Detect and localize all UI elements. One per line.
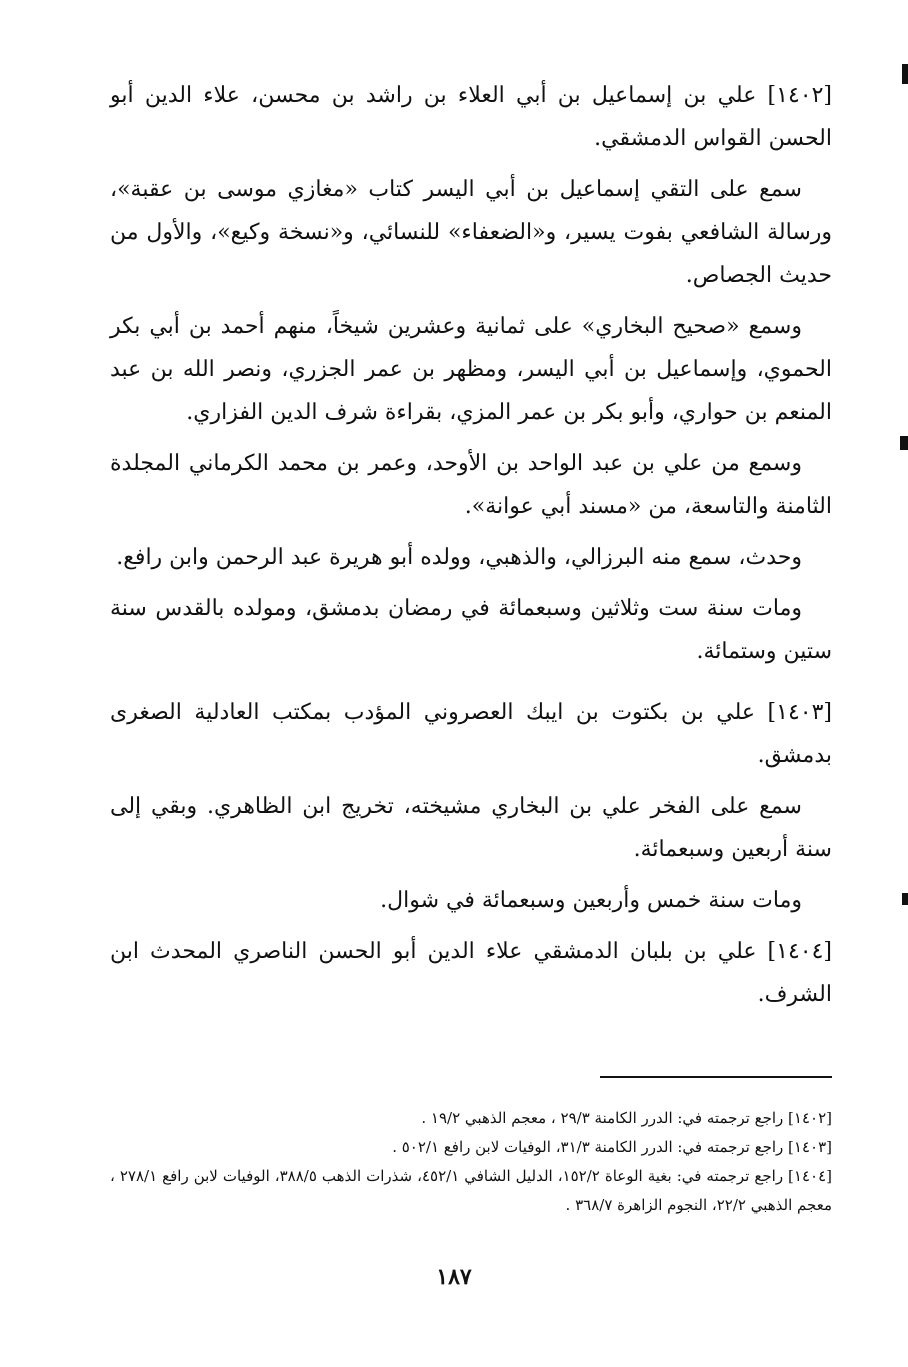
page-number: ١٨٧ [436, 1264, 472, 1290]
footnote-1403: [١٤٠٣] راجع ترجمته في: الدرر الكامنة ٣١/٣، الوفيات لابن رافع ٥٠٢/١ . [392, 1138, 832, 1156]
scan-edge-mark [902, 64, 908, 84]
footnote-separator [600, 1076, 832, 1078]
entry-heading-1404: [١٤٠٤] علي بن بلبان الدمشقي علاء الدين أبو الحسن الناصري المحدث ابن الشرف. [110, 939, 832, 1007]
paragraph: وحدث، سمع منه البرزالي، والذهبي، وولده أبو هريرة عبد الرحمن وابن رافع. [116, 545, 802, 570]
scan-edge-mark [902, 893, 908, 905]
paragraph: وسمع «صحيح البخاري» على ثمانية وعشرين شيخاً، منهم أحمد بن أبي بكر الحموي، وإسماعيل بن أبي اليسر، ومظهر بن عمر الجزري، ونصر الله بن عبد المنعم بن حواري، وأبو بكر بن عمر المزي، بقراءة شرف الدين الفزاري. [110, 314, 832, 425]
entry-heading-1403: [١٤٠٣] علي بن بكتوت بن ايبك العصروني المؤدب بمكتب العادلية الصغرى بدمشق. [110, 700, 832, 768]
paragraph: سمع على التقي إسماعيل بن أبي اليسر كتاب «مغازي موسى بن عقبة»، ورسالة الشافعي بفوت يسير، و«الضعفاء» للنسائي، و«نسخة وكيع»، والأول من حديث الجصاص. [110, 177, 832, 288]
footnote-1404: [١٤٠٤] راجع ترجمته في: بغية الوعاة ١٥٢/٢، الدليل الشافي ٤٥٢/١، شذرات الذهب ٣٨٨/٥، الوفيات لابن رافع ٢٧٨/١ ، معجم الذهبي ٢٢/٢، النجوم الزاهرة ٣٦٨/٧ . [110, 1167, 833, 1214]
paragraph: سمع على الفخر علي بن البخاري مشيخته، تخريج ابن الظاهري. وبقي إلى سنة أربعين وسبعمائة. [110, 794, 832, 862]
footnotes [110, 1104, 832, 1220]
paragraph: ومات سنة خمس وأربعين وسبعمائة في شوال. [380, 888, 802, 913]
paragraph: ومات سنة ست وثلاثين وسبعمائة في رمضان بدمشق، ومولده بالقدس سنة ستين وستمائة. [110, 596, 832, 664]
paragraph: وسمع من علي بن عبد الواحد بن الأوحد، وعمر بن محمد الكرماني المجلدة الثامنة والتاسعة، من «مسند أبي عوانة». [110, 451, 832, 519]
entry-heading-1402: [١٤٠٢] علي بن إسماعيل بن أبي العلاء بن راشد بن محسن، علاء الدين أبو الحسن القواس الدمشقي. [110, 83, 832, 151]
scan-edge-mark [900, 436, 908, 450]
footnote-1402: [١٤٠٢] راجع ترجمته في: الدرر الكامنة ٢٩/٣ ، معجم الذهبي ١٩/٢ . [421, 1109, 832, 1127]
main-text [110, 74, 832, 1024]
